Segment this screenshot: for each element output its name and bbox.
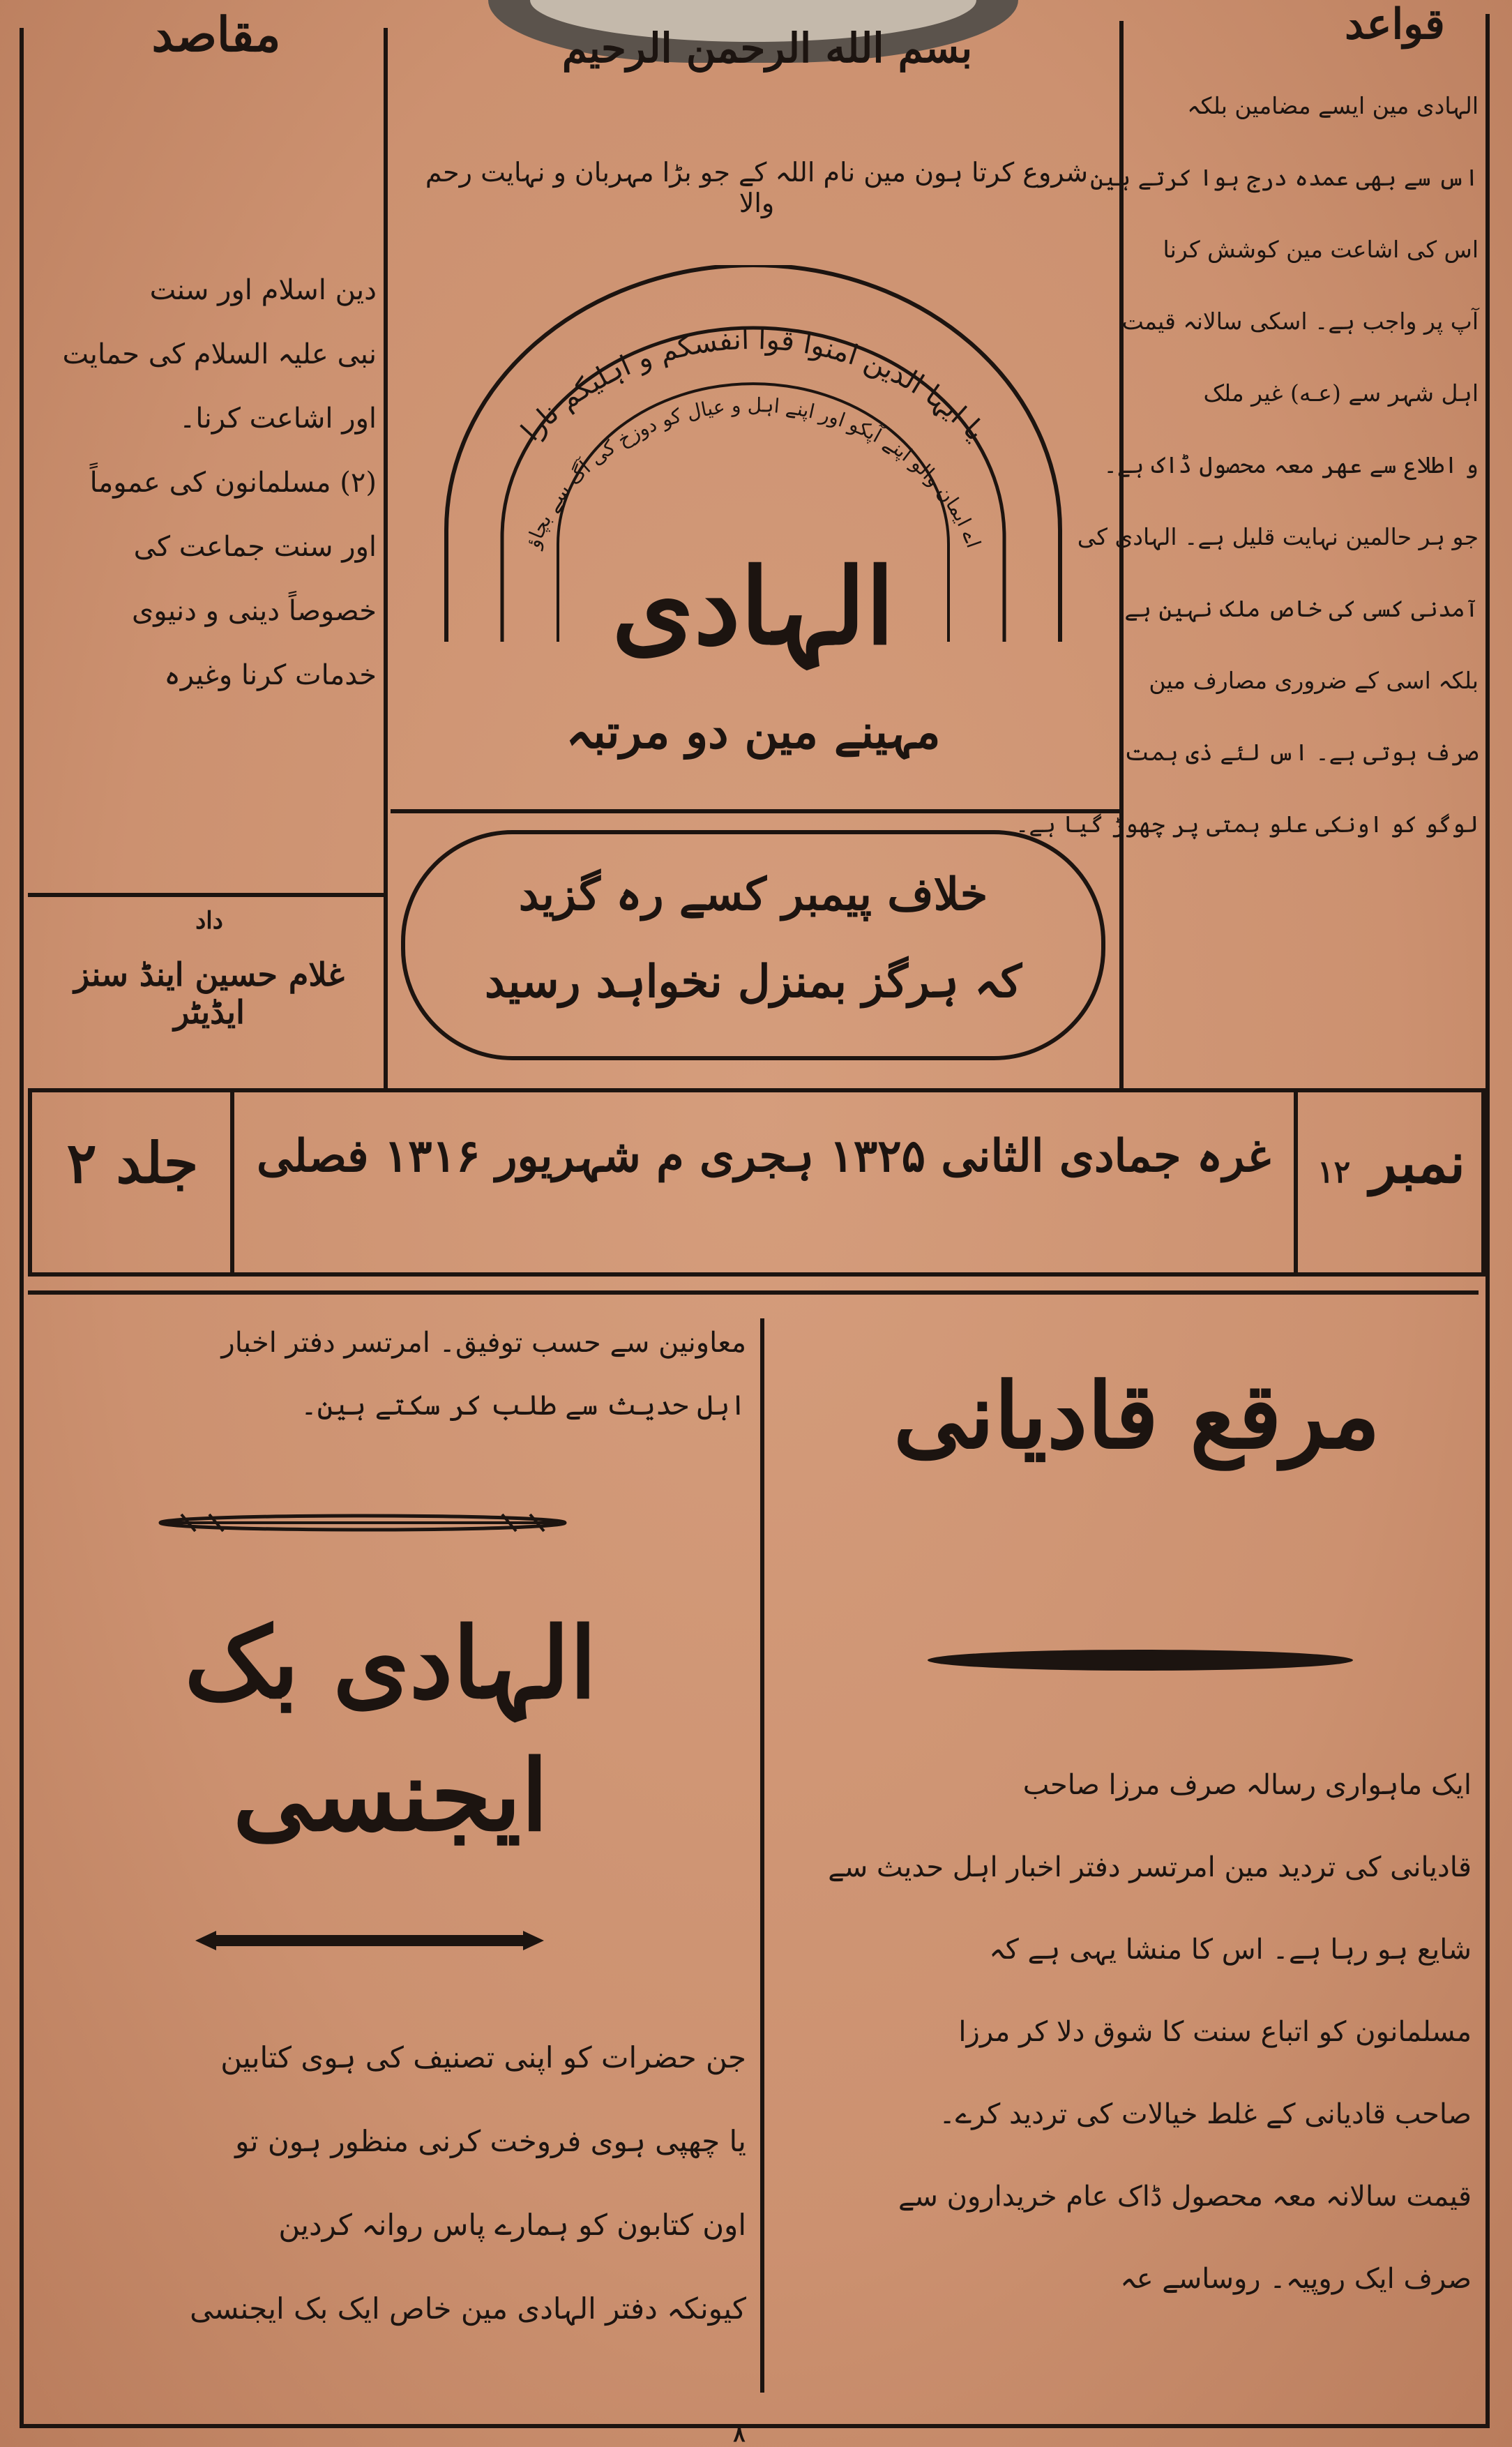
right-line: صرف ہوتی ہے۔ اس لئے ذی ہمت <box>1124 739 1479 766</box>
right-line: آپ پر واجب ہے۔ اسکی سالانہ قیمت <box>1121 308 1479 335</box>
muraqqa-line: مسلمانون کو اتباع سنت کا شوق دلا کر مرزا <box>958 2016 1472 2048</box>
notice-text <box>49 1311 746 1437</box>
verse-cartouche <box>401 830 1105 1060</box>
dateline-date: غرہ جمادی الثانی ۱۳۲۵ ہجری م شہریور ۱۳۱۶ فصلی <box>256 1130 1271 1182</box>
bismillah-translation: شروع کرتا ہون مین نام اللہ کے جو بڑا مہربان و نہایت رحم والا <box>425 157 1089 218</box>
left-line: اور اشاعت کرنا۔ <box>179 402 377 435</box>
left-heading: مقاصد <box>151 7 281 63</box>
left-line: دین اسلام اور سنت <box>149 274 377 306</box>
divider-left-column <box>384 28 388 1088</box>
muraqqa-line: شایع ہو رہا ہے۔ اس کا منشا یہی ہے کہ <box>989 1934 1472 1966</box>
dateline-divider-right <box>1294 1088 1298 1277</box>
arch-inner-text: اے ایمان والو اپنے آپکو اور اپنے اہل و عیال کو دوزخ کی آگ سے بچاؤ <box>521 393 985 551</box>
divider-masthead <box>391 809 1119 813</box>
verse-line-1: خلاف پیمبر کسے رہ گزید <box>518 868 988 921</box>
ornament-divider-2 <box>195 1925 544 1956</box>
svg-text:یا ایہا الذین امنوا قوا انفسکم <box>515 324 992 447</box>
frame-right <box>1485 14 1490 2427</box>
right-heading: قواعد <box>1345 0 1445 49</box>
divider-editor <box>28 893 384 897</box>
agency-line: یا چھپی ہوی فروخت کرنی منظور ہون تو <box>235 2124 746 2158</box>
right-line: و اطلاع سے عهر معہ محصول ڈاک ہے۔ <box>1103 451 1479 479</box>
frame-left <box>20 28 24 2427</box>
editor-label: داد <box>195 907 223 935</box>
muraqqa-rule <box>928 1650 1353 1671</box>
verse-line-2: کہ ہرگز بمنزل نخواہد رسید <box>484 956 1022 1008</box>
right-line: آمدنی کسی کی خاص ملک نہین ہے <box>1124 595 1479 622</box>
right-line: بلکہ اسی کے ضروری مصارف مین <box>1149 667 1479 694</box>
right-line: اس کی اشاعت مین کوشش کرنا <box>1163 236 1479 263</box>
agency-line: جن حضرات کو اپنی تصنیف کی ہوی کتابین <box>220 2040 746 2075</box>
dateline-divider-left <box>230 1088 234 1277</box>
right-line: الہادی مین ایسے مضامین بلکہ <box>1187 92 1479 119</box>
masthead-title: الہادی <box>612 545 895 668</box>
right-line: اس سے بھی عمدہ درج ہوا کرتے ہین <box>1090 164 1479 191</box>
muraqqa-line: قادیانی کی تردید مین امرتسر دفتر اخبار اہل حدیث سے <box>828 1851 1472 1883</box>
issue-number-label: نمبر <box>1370 1130 1465 1196</box>
editor-name: غلام حسین اینڈ سنز ایڈیٹر <box>74 956 345 1031</box>
left-line: اور سنت جماعت کی <box>133 531 377 563</box>
muraqqa-title: مرقع قادیانی <box>893 1362 1380 1469</box>
left-line: (۲) مسلمانون کی عموماً <box>89 467 377 499</box>
muraqqa-text <box>774 1744 1472 2320</box>
issue-number <box>1304 1130 1479 1196</box>
agency-text <box>49 2016 746 2351</box>
notice-line: معاونین سے حسب توفیق۔ امرتسر دفتر اخبار <box>221 1327 746 1359</box>
divider-lower <box>760 1318 764 2393</box>
muraqqa-line: قیمت سالانہ معہ محصول ڈاک عام خریدارون سے <box>898 2181 1472 2213</box>
issue-number-value: ۱۲ <box>1317 1154 1351 1190</box>
left-line: خصوصاً دینی و دنیوی <box>131 595 377 627</box>
divider-lower-top <box>28 1290 1479 1295</box>
right-line: لوگو کو اونکی علو ہمتی پر چھوڑ گیا ہے۔ <box>1015 811 1479 838</box>
ornament-divider-1 <box>153 1510 572 1535</box>
muraqqa-line: ایک ماہواری رسالہ صرف مرزا صاحب <box>1022 1769 1472 1801</box>
muraqqa-line: صرف ایک روپیہ۔ روساسے عہ <box>1120 2263 1472 2295</box>
agency-line: کیونکہ دفتر الہادی مین خاص ایک بک ایجنسی <box>190 2291 746 2326</box>
agency-line: اون کتابون کو ہمارے پاس روانہ کردین <box>278 2208 746 2242</box>
arch-outer-text: یا ایہا الذین امنوا قوا انفسکم و اہلیکم نارا <box>515 323 992 448</box>
masthead-subtitle: مہینے مین دو مرتبہ <box>566 705 941 759</box>
dateline-bar <box>28 1088 1485 1277</box>
bismillah: بسم الله الرحمن الرحیم <box>561 24 973 72</box>
right-line: اہل شہر سے (عـه) غیر ملک <box>1203 379 1479 407</box>
left-line: نبی علیہ السلام کی حمایت <box>62 338 377 370</box>
muraqqa-line: صاحب قادیانی کے غلط خیالات کی تردید کرے۔ <box>939 2098 1472 2130</box>
svg-text:اے ایمان والو اپنے آپکو اور اپ <box>521 393 985 552</box>
page-marker: ۸ <box>733 2420 746 2447</box>
volume: جلد ۲ <box>66 1130 199 1196</box>
notice-line: اہل حدیث سے طلب کر سکتے ہین۔ <box>301 1390 746 1422</box>
left-column-text <box>35 258 377 707</box>
right-line: جو ہر حالمین نہایت قلیل ہے۔ الہادی کی <box>1077 523 1479 550</box>
left-line: خدمات کرنا وغیرہ <box>164 659 377 691</box>
right-column-text <box>1015 70 1479 860</box>
agency-title: الہادی بک ایجنسی <box>184 1606 597 1853</box>
